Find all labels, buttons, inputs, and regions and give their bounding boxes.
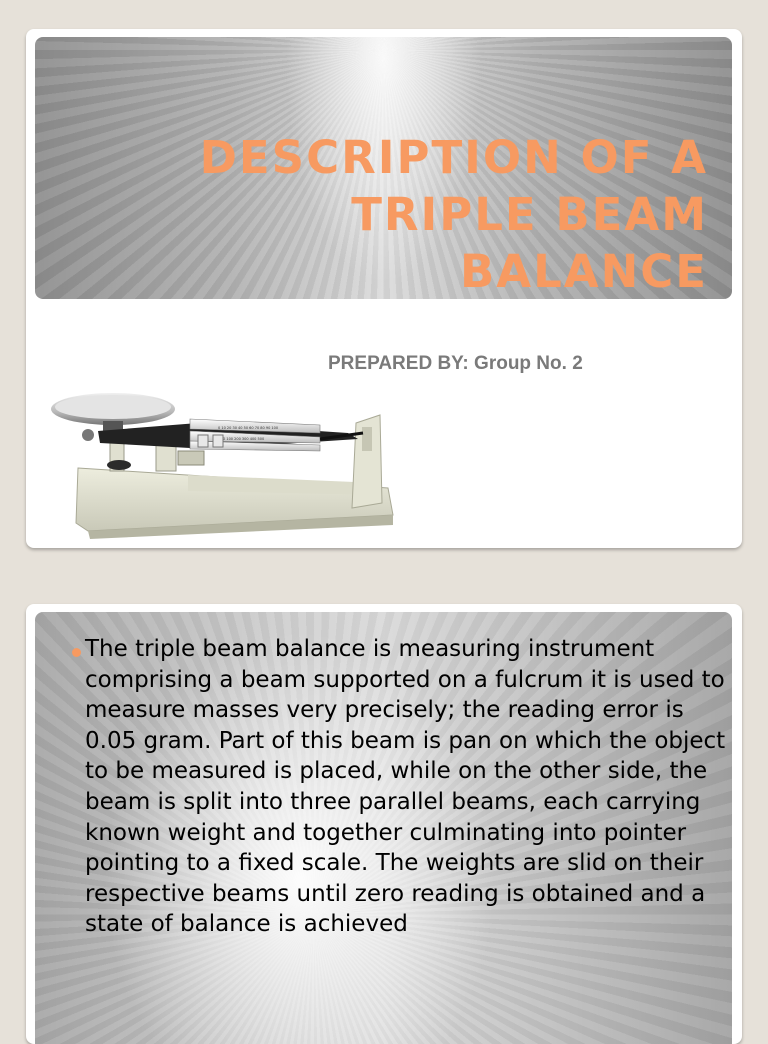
content-slide (26, 604, 742, 1044)
title-banner (35, 37, 732, 299)
scale-row1: 0 10 20 30 40 50 60 70 80 90 100 (218, 426, 279, 430)
scale-row2: 0 100 200 300 400 500 (223, 437, 265, 441)
content-panel (35, 612, 732, 1044)
slide-title: DESCRIPTION OF A TRIPLE BEAM BALANCE (199, 131, 708, 298)
triple-beam-balance-image (48, 383, 418, 541)
bullet-icon (72, 648, 81, 657)
slide-subtitle: PREPARED BY: Group No. 2 (328, 353, 583, 374)
title-slide (26, 29, 742, 548)
bullet-text: The triple beam balance is measuring instrument comprising a beam supported on a fulcrum it is used to measure masses very precisely; the reading error is 0.05 gram. Part of this beam is pan on which the object to be measured is placed, while on the other side, the beam is split into three parallel beams, each carrying known weight and together culminating into pointer pointing to a fixed scale. The weights are slid on their respective beams until zero reading is obtained and a state of balance is achieved (85, 636, 726, 938)
